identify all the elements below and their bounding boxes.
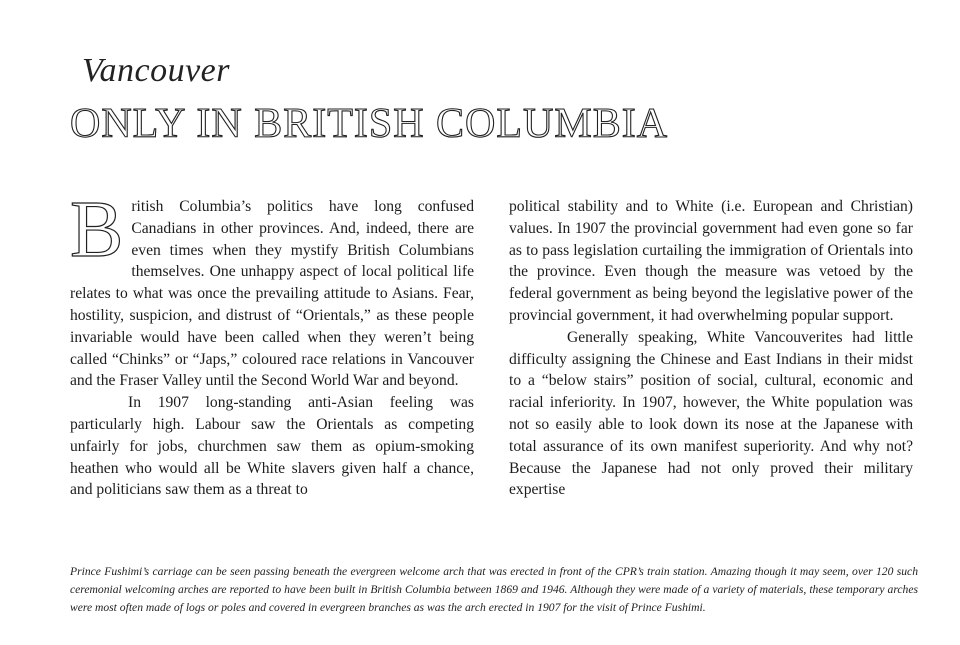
- photo-caption: Prince Fushimi’s carriage can be seen passing beneath the evergreen welcome arch that was erected in front of the CPR’s train station. Amazing though it may seem, over 120 such ceremonial welcoming arches are reported to have been built in British Columbia between 1869 and 1946. Although they were made of a variety of materials, these temporary arches were most often made of logs or poles and covered in evergreen branches as was the arch erected in 1907 for the visit of Prince Fushimi.: [70, 565, 918, 614]
- page-title: ONLY IN BRITISH COLUMBIA: [70, 101, 669, 147]
- drop-cap: B: [70, 186, 124, 274]
- paragraph-1-text: ritish Columbia’s politics have long confused Canadians in other provinces. And, indeed, there are even times when they mystify British Columbians themselves. One unhappy aspect of local political life relates to what was once the prevailing attitude to Asians. Fear, hostility, suspicion, and distrust of “Orientals,” as these people invariable would have been called when they weren’t being called “Chinks” or “Japs,” coloured race relations in Vancouver and the Fraser Valley until the Second World War and beyond.: [70, 198, 474, 390]
- text-column-left: [70, 186, 474, 501]
- paragraph-2: In 1907 long-standing anti-Asian feeling was particularly high. Labour saw the Orientals as competing unfairly for jobs, churchmen saw them as opium-smoking heathen who would all be White slavers given half a chance, and politicians saw them as a threat to: [70, 394, 474, 499]
- paragraph-2-continued: political stability and to White (i.e. European and Christian) values. In 1907 the provincial government had even gone so far as to pass legislation curtailing the immigration of Orientals into the province. Even though the measure was vetoed by the federal government as being beyond the legislative power of the provincial government, it had overwhelming popular support.: [509, 198, 913, 324]
- paragraph-3: Generally speaking, White Vancouverites had little difficulty assigning the Chinese and East Indians in their midst to a “below stairs” position of social, cultural, economic and racial inferiority. In 1907, however, the White population was not so easily able to look down its nose at the Japanese with total assurance of its own manifest superiority. And why not? Because the Japanese had not only proved their military expertise: [509, 328, 913, 499]
- paragraph-1: [70, 186, 474, 392]
- text-column-right: [509, 196, 913, 501]
- section-kicker: Vancouver: [82, 52, 231, 89]
